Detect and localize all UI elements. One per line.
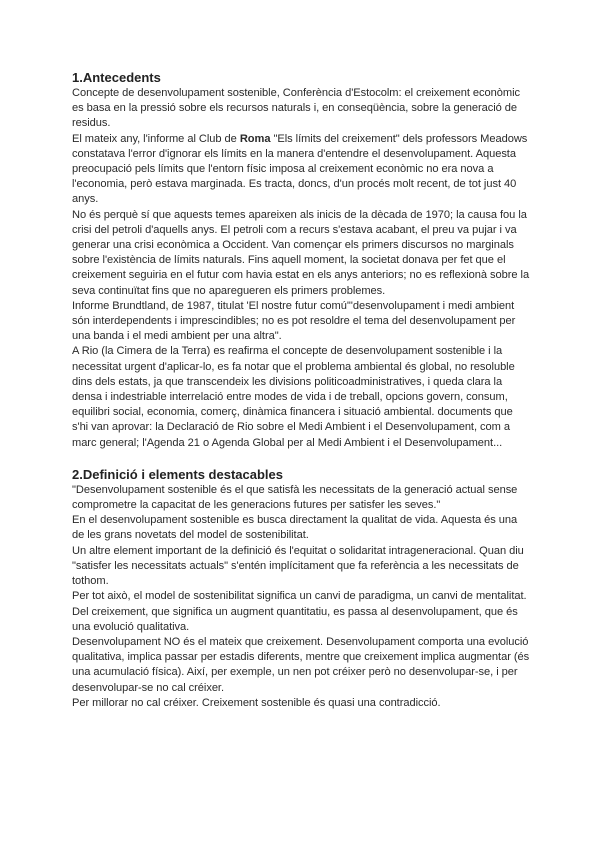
section-definicio: [72, 467, 530, 711]
paragraph: [72, 132, 530, 208]
paragraph-text: "Els límits del creixement" dels professors Meadows constatava l'error d'ignorar els límits en la manera d'entendre el desenvolupament. Aquesta preocupació pels límits que l'entorn físic imposa al creixement econòmic no era nova a l'economia, però estava marginada. Es tracta, doncs, d'un procés molt recent, de tot just 40 anys.: [72, 132, 528, 206]
paragraph: Informe Brundtland, de 1987, titulat 'El nostre futur comú'"desenvolupament i medi ambient són interdependents i imprescindibles; no es pot resoldre el tema del desenvolupament per una banda i el medi ambient per una altra".: [72, 299, 516, 343]
paragraph: Per millorar no cal créixer. Creixement sostenible és quasi una contradicció.: [72, 696, 441, 709]
section-heading: 2.Definició i elements destacables: [72, 466, 283, 482]
paragraph: No és perquè sí que aquests temes apareixen als inicis de la dècada de 1970; la causa fou la crisi del petroli d'aquells anys. El petroli com a recurs s'estava acabant, el preu va pujar i va generar una crisi econòmica a Occident. Van començar els primers discursos no marginals sobre l'existència de límits naturals. Fins aquell moment, la societat donava per fet que el creixement seguiria en el futur com havia estat en els anys anteriors; no es reflexionà sobre la seva continuïtat fins que no aparegueren els primers problemes.: [72, 208, 530, 297]
section-heading: 1.Antecedents: [72, 70, 161, 85]
section-antecedents: [72, 70, 530, 451]
paragraph: Un altre element important de la definició és l'equitat o solidaritat intrageneracional. Quan diu "satisfer les necessitats actuals" s'entén implícitament que fa referència a les necessitats de tothom.: [72, 544, 524, 588]
paragraph: "Desenvolupament sostenible és el que satisfà les necessitats de la generació actual sense comprometre la capacitat de les generacions futures per satisfer les seves.": [72, 483, 518, 512]
paragraph: A Rio (la Cimera de la Terra) es reafirma el concepte de desenvolupament sostenible i la necessitat urgent d'aplicar-lo, es fa notar que el problema ambiental és global, no resoluble dins dels estats, ja que transcendeix les divisions politicoadministratives, i queda clara la densa i indestriable interrelació entre modes de vida i de treball, opcions govern, consum, equilibri social, economia, comerç, dinàmica financera i situació ambiental. documents que s'hi van aprovar: la Declaració de Rio sobre el Medi Ambient i el Desenvolupament, com a marc general; l'Agenda 21 o Agenda Global per al Medi Ambient i el Desenvolupament...: [72, 345, 515, 449]
paragraph: En el desenvolupament sostenible es busca directament la qualitat de vida. Aquesta és una de les grans novetats del model de sostenibilitat.: [72, 514, 518, 542]
paragraph: Desenvolupament NO és el mateix que creixement. Desenvolupament comporta una evolució qualitativa, implica passar per estadis diferents, mentre que creixement implica augmentar (és una acumulació física). Així, per exemple, un nen pot créixer però no desenvolupar-se, i per desenvolupar-se no cal créixer.: [72, 635, 530, 694]
paragraph-text: El mateix any, l'informe al Club de: [72, 132, 240, 145]
paragraph: Concepte de desenvolupament sostenible, Conferència d'Estocolm: el creixement econòmic es basa en la pressió sobre els recursos naturals i, en conseqüència, sobre la generació de residus.: [72, 87, 520, 130]
paragraph: Per tot això, el model de sostenibilitat significa un canvi de paradigma, un canvi de mentalitat. Del creixement, que significa un augment quantitatiu, es passa al desenvolupament, que és una evolució qualitativa.: [72, 590, 527, 633]
bold-text: Roma: [239, 132, 271, 145]
